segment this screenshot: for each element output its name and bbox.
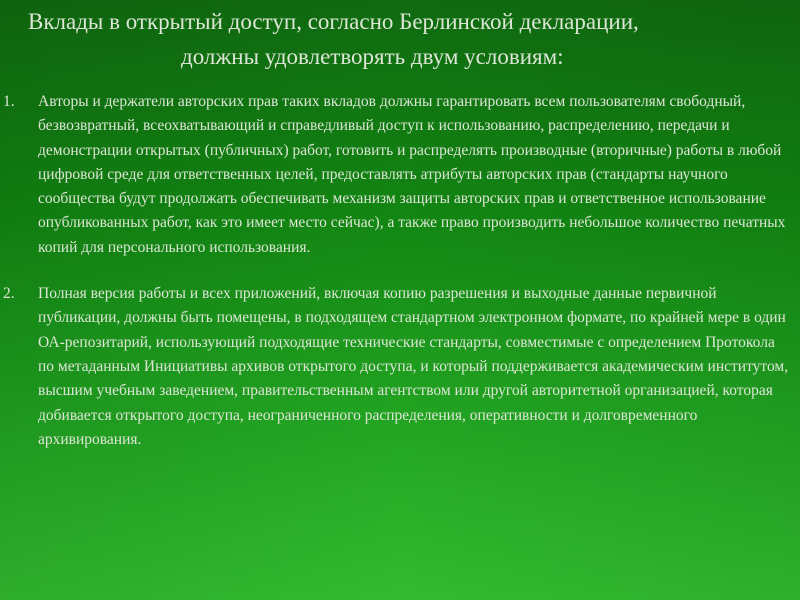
title-line-1: Вклады в открытый доступ, согласно Берлинской декларации, bbox=[28, 9, 639, 34]
slide-title bbox=[28, 4, 788, 74]
list-item-text: Авторы и держатели авторских прав таких вкладов должны гарантировать всем пользователям свободный, безвозвратный, всеохватывающий и справедливый доступ к использованию, распределению, передачи и демонстрации открытых (публичных) работ, готовить и распределять производные (вторичные) работы в любой цифровой среде для ответственных целей, предоставлять атрибуты авторских прав (стандарты научного сообщества будут продолжать обеспечивать механизм защиты авторских прав и ответственное использование опубликованных работ, как это имеет место сейчас), а также право производить небольшое количество печатных копий для персонального использования. bbox=[38, 93, 786, 256]
title-line-2: должны удовлетворять двум условиям: bbox=[181, 44, 564, 69]
list-item-number: 2. bbox=[3, 285, 15, 303]
conditions-list bbox=[0, 90, 800, 474]
list-item bbox=[0, 90, 800, 260]
list-item bbox=[0, 282, 800, 452]
list-item-number: 1. bbox=[3, 93, 15, 110]
list-item-text: Полная версия работы и всех приложений, включая копию разрешения и выходные данные первичной публикации, должны быть помещены, в подходящем стандартном электронном формате, по крайней мере в один ОА-репозитарий, использующий подходящие технические стандарты, совместимые с определением Протокола по метаданным Инициативы архивов открытого доступа, и который поддерживается академическим институтом, высшим учебным заведением, правительственным агентством или другой авторитетной организацией, которая добивается открытого доступа, неограниченного распределения, оперативности и долговременного архивирования. bbox=[38, 285, 789, 448]
